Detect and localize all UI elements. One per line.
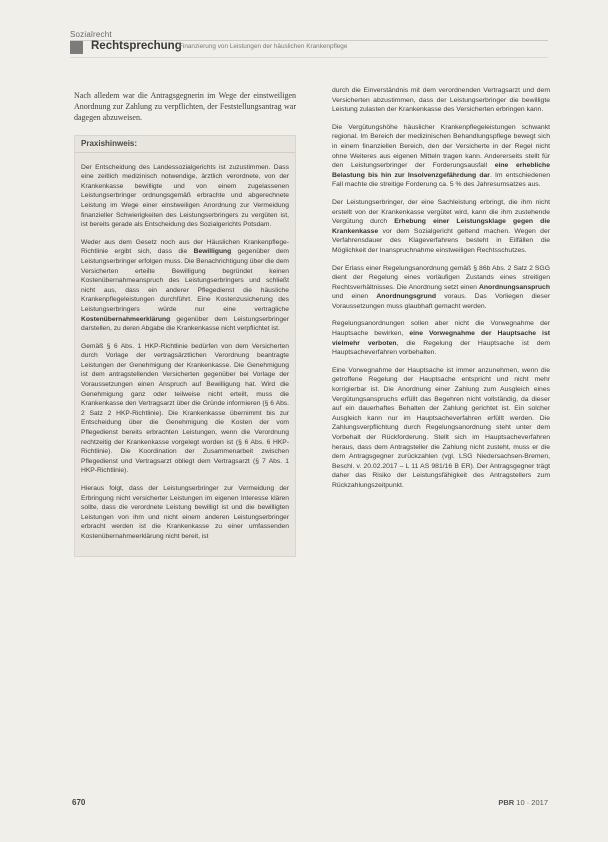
- header-subtitle: Finanzierung von Leistungen der häuslichen Krankenpflege: [179, 43, 348, 50]
- intro-paragraph: Nach alledem war die Antragsgegnerin im Wege der einstweiligen Anordnung zur Zahlung zu verpflichten, der Feststellungsantrag war dagegen abzuweisen.: [74, 91, 296, 122]
- header-rule-lower: [70, 57, 548, 58]
- right-paragraph-6: Eine Vorwegnahme der Hauptsache ist immer anzunehmen, wenn die getroffene Regelung der Hauptsache entspricht und nicht mehr korrigierbar ist. Die Anordnung einer Zahlung zum Ausgleich eines Vergütungsanspruchs erfüllt das Begehren nicht vollständig, da dieser auf ein dauerhaftes Behalten der Zahlung gerichtet ist. Ein solcher Ausgleich kann nur im Hauptsacheverfahren erfüllt werden. Die Zahlungsverpflichtung durch Regelungsanordnung steht unter dem Vorbehalt der Rückforderung. Stellt sich im Hauptsacheverfahren heraus, dass dem Antragsteller die Zahlung nicht zusteht, muss er die dem Antragsgegner zurückzahlen (vgl. LSG Niedersachsen-Bremen, Beschl. v. 20.02.2017 – L 11 AS 981/16 B ER). Der Antragsgegner trägt daher das Risiko der Leistungsfähigkeit des Antragstellers zum Rückzahlungszeitpunkt.: [332, 366, 550, 489]
- emphasis: Erhebung einer Leistungsklage gegen die Krankenkasse: [332, 218, 550, 235]
- section-marker: [70, 41, 83, 54]
- emphasis: eine Vorwegnahme der Hauptsache ist vielmehr verboten: [332, 330, 550, 347]
- text-run: und einen: [332, 293, 377, 301]
- text-run: Der Leistungserbringer, der eine Sachleistung erbringt, die ihm nicht erstellt von der Krankenkasse vergütet wird, kann die ihm zustehende Vergütung durch: [332, 198, 550, 226]
- header-title: Rechtsprechung: [91, 40, 182, 52]
- practice-note-paragraph-1: Der Entscheidung des Landessozialgerichts ist zuzustimmen. Dass eine zeitlich medizinisch notwendige, ärztlich verordnete, von der Krankenkasse bewilligte und von einem zugelassenen Leistungserbringer ordnungsgemäß erbrachte und abgerechnete Leistung im Wege einer einstweiligen Anordnung zur Vermeidung finanzieller Schwierigkeiten des Leistungserbringers zu vergüten ist, ist bereits gerade als Entscheidung des Sozialgerichts Potsdam.: [81, 163, 289, 229]
- page-number: 670: [72, 798, 86, 807]
- right-column: [332, 86, 550, 499]
- right-paragraph-3: [332, 198, 550, 256]
- text-run: Die Vergütungshöhe häuslicher Krankenpflegeleistungen schwankt regional. Im Bereich der medizinischen Behandlungspflege bewegt sich in einem finanziellen Bereich, den der Versicherte in der Regel nicht ohne Weiteres aus eigenen Mitteln tragen kann. Andererseits stellt für den Leistungserbringer der Forderungsausfall: [332, 123, 550, 170]
- text-run: vor dem Sozialgericht geltend machen. Wegen der Verfahrensdauer des Klageverfahrens besteht in Eilfällen die Möglichkeit der Inanspruchnahme einstweiligen Rechtsschutzes.: [332, 227, 550, 254]
- text-run: , die Regelung der Hauptsache ist dem Hauptsacheverfahren vorbehalten.: [332, 339, 550, 357]
- text-run: Der Erlass einer Regelungsanordnung gemäß § 86b Abs. 2 Satz 2 SGG dient der Regelung eines vorläufigen Zustands eines streitigen Rechtsverhältnisses. Die Anordnung setzt einen: [332, 264, 550, 291]
- practice-note-box: [74, 135, 296, 557]
- text-run: gegenüber dem Leistungserbringer erfolgen muss. Die Benachrichtigung über die dem Versicherten erteilte Bewilligung begründet keinen Kostenübernahmeanspruch des Leistungserbringers und schließt nicht aus, dass ein anderer Pflegedienst die häusliche Krankenpflegeleistungen durchführt. Eine Kostenzusicherung des Leistungserbringers würde nur eine vertragliche: [81, 248, 289, 313]
- text-run: voraus. Das Vorliegen dieser Voraussetzungen muss glaubhaft gemacht werden.: [332, 293, 550, 310]
- journal-footer: [498, 798, 548, 807]
- journal-name: PBR: [498, 798, 515, 807]
- practice-note-paragraph-2: [81, 238, 289, 334]
- emphasis: Bewilligung: [193, 248, 232, 256]
- emphasis: eine erhebliche Belastung bis hin zur Insolvenzgefährdung dar: [332, 162, 550, 179]
- right-paragraph-5: [332, 319, 550, 357]
- journal-issue: 10 · 2017: [516, 798, 548, 807]
- practice-note-paragraph-3: Gemäß § 6 Abs. 1 HKP-Richtlinie bedürfen von dem Versicherten durch Vorlage der vertragsärztlichen Verordnung beantragte Leistungen der Genehmigung der Krankenkasse. Die Genehmigung ist dem antragstellenden Versicherten gegenüber bei Vorlage der Voraussetzungen einen Anspruch auf Bewilligung hat. Wird die Genehmigung ganz oder teilweise nicht erteilt, muss die Krankenkasse den Vertragsarzt über die Gründe informieren (§ 6 Abs. 2 Satz 2 HKP-Richtlinie). Die Krankenkasse übernimmt bis zur Entscheidung über die Genehmigung die Kosten der vom Pflegedienst bereits erbrachten Leistungen, wenn die Verordnung rechtzeitig der Krankenkasse vorgelegt worden ist (§ 6 Abs. 6 HKP-Richtlinie). Die Koordination der Zusammenarbeit zwischen Pflegedienst und Vertragsarzt obliegt dem Vertragsarzt (§ 7 Abs. 1 HKP-Richtlinie).: [81, 342, 289, 475]
- emphasis: Anordnungsanspruch: [479, 283, 550, 291]
- text-run: . Im entschiedenen Fall machte die streitige Forderung ca. 5 % des Jahresumsatzes aus.: [332, 171, 550, 189]
- emphasis: Anordnungsgrund: [376, 293, 437, 301]
- practice-note-heading: Praxishinweis:: [75, 136, 295, 153]
- section-kicker: Sozialrecht: [70, 30, 112, 39]
- right-paragraph-1: durch die Einverständnis mit dem verordnenden Vertragsarzt und dem Versicherten abzustimmen, dass der Leistungserbringer die bewilligte Leistung zulasten der Krankenkasse des Versicherten erbringen kann.: [332, 87, 550, 114]
- left-column: [74, 90, 296, 557]
- text-run: Weder aus dem Gesetz noch aus der Häuslichen Krankenpflege-Richtlinie ergibt sich, dass die: [81, 238, 289, 256]
- right-paragraph-2: [332, 123, 550, 190]
- text-run: gegenüber dem Leistungserbringer darstellen, zu deren Abgabe die Krankenkasse nicht verpflichtet ist.: [81, 315, 289, 333]
- emphasis: Kostenübernahmeerklärung: [81, 315, 171, 323]
- right-paragraph-4: [332, 264, 550, 312]
- practice-note-paragraph-4: Hieraus folgt, dass der Leistungserbringer zur Vermeidung der Erbringung nicht versicherter Leistungen im eigenen Interesse klären sollte, dass die verordnete Leistung bewilligt ist und die bewilligten Leistungen von ihm und nicht einem anderen Leistungserbringer erbracht werden ist die Krankenkasse zu einer umfassenden Kostenübernahmeerklärung nicht bereit, ist: [81, 485, 289, 540]
- text-run: Regelungsanordnungen sollen aber nicht die Vorwegnahme der Hauptsache bewirken,: [332, 320, 550, 338]
